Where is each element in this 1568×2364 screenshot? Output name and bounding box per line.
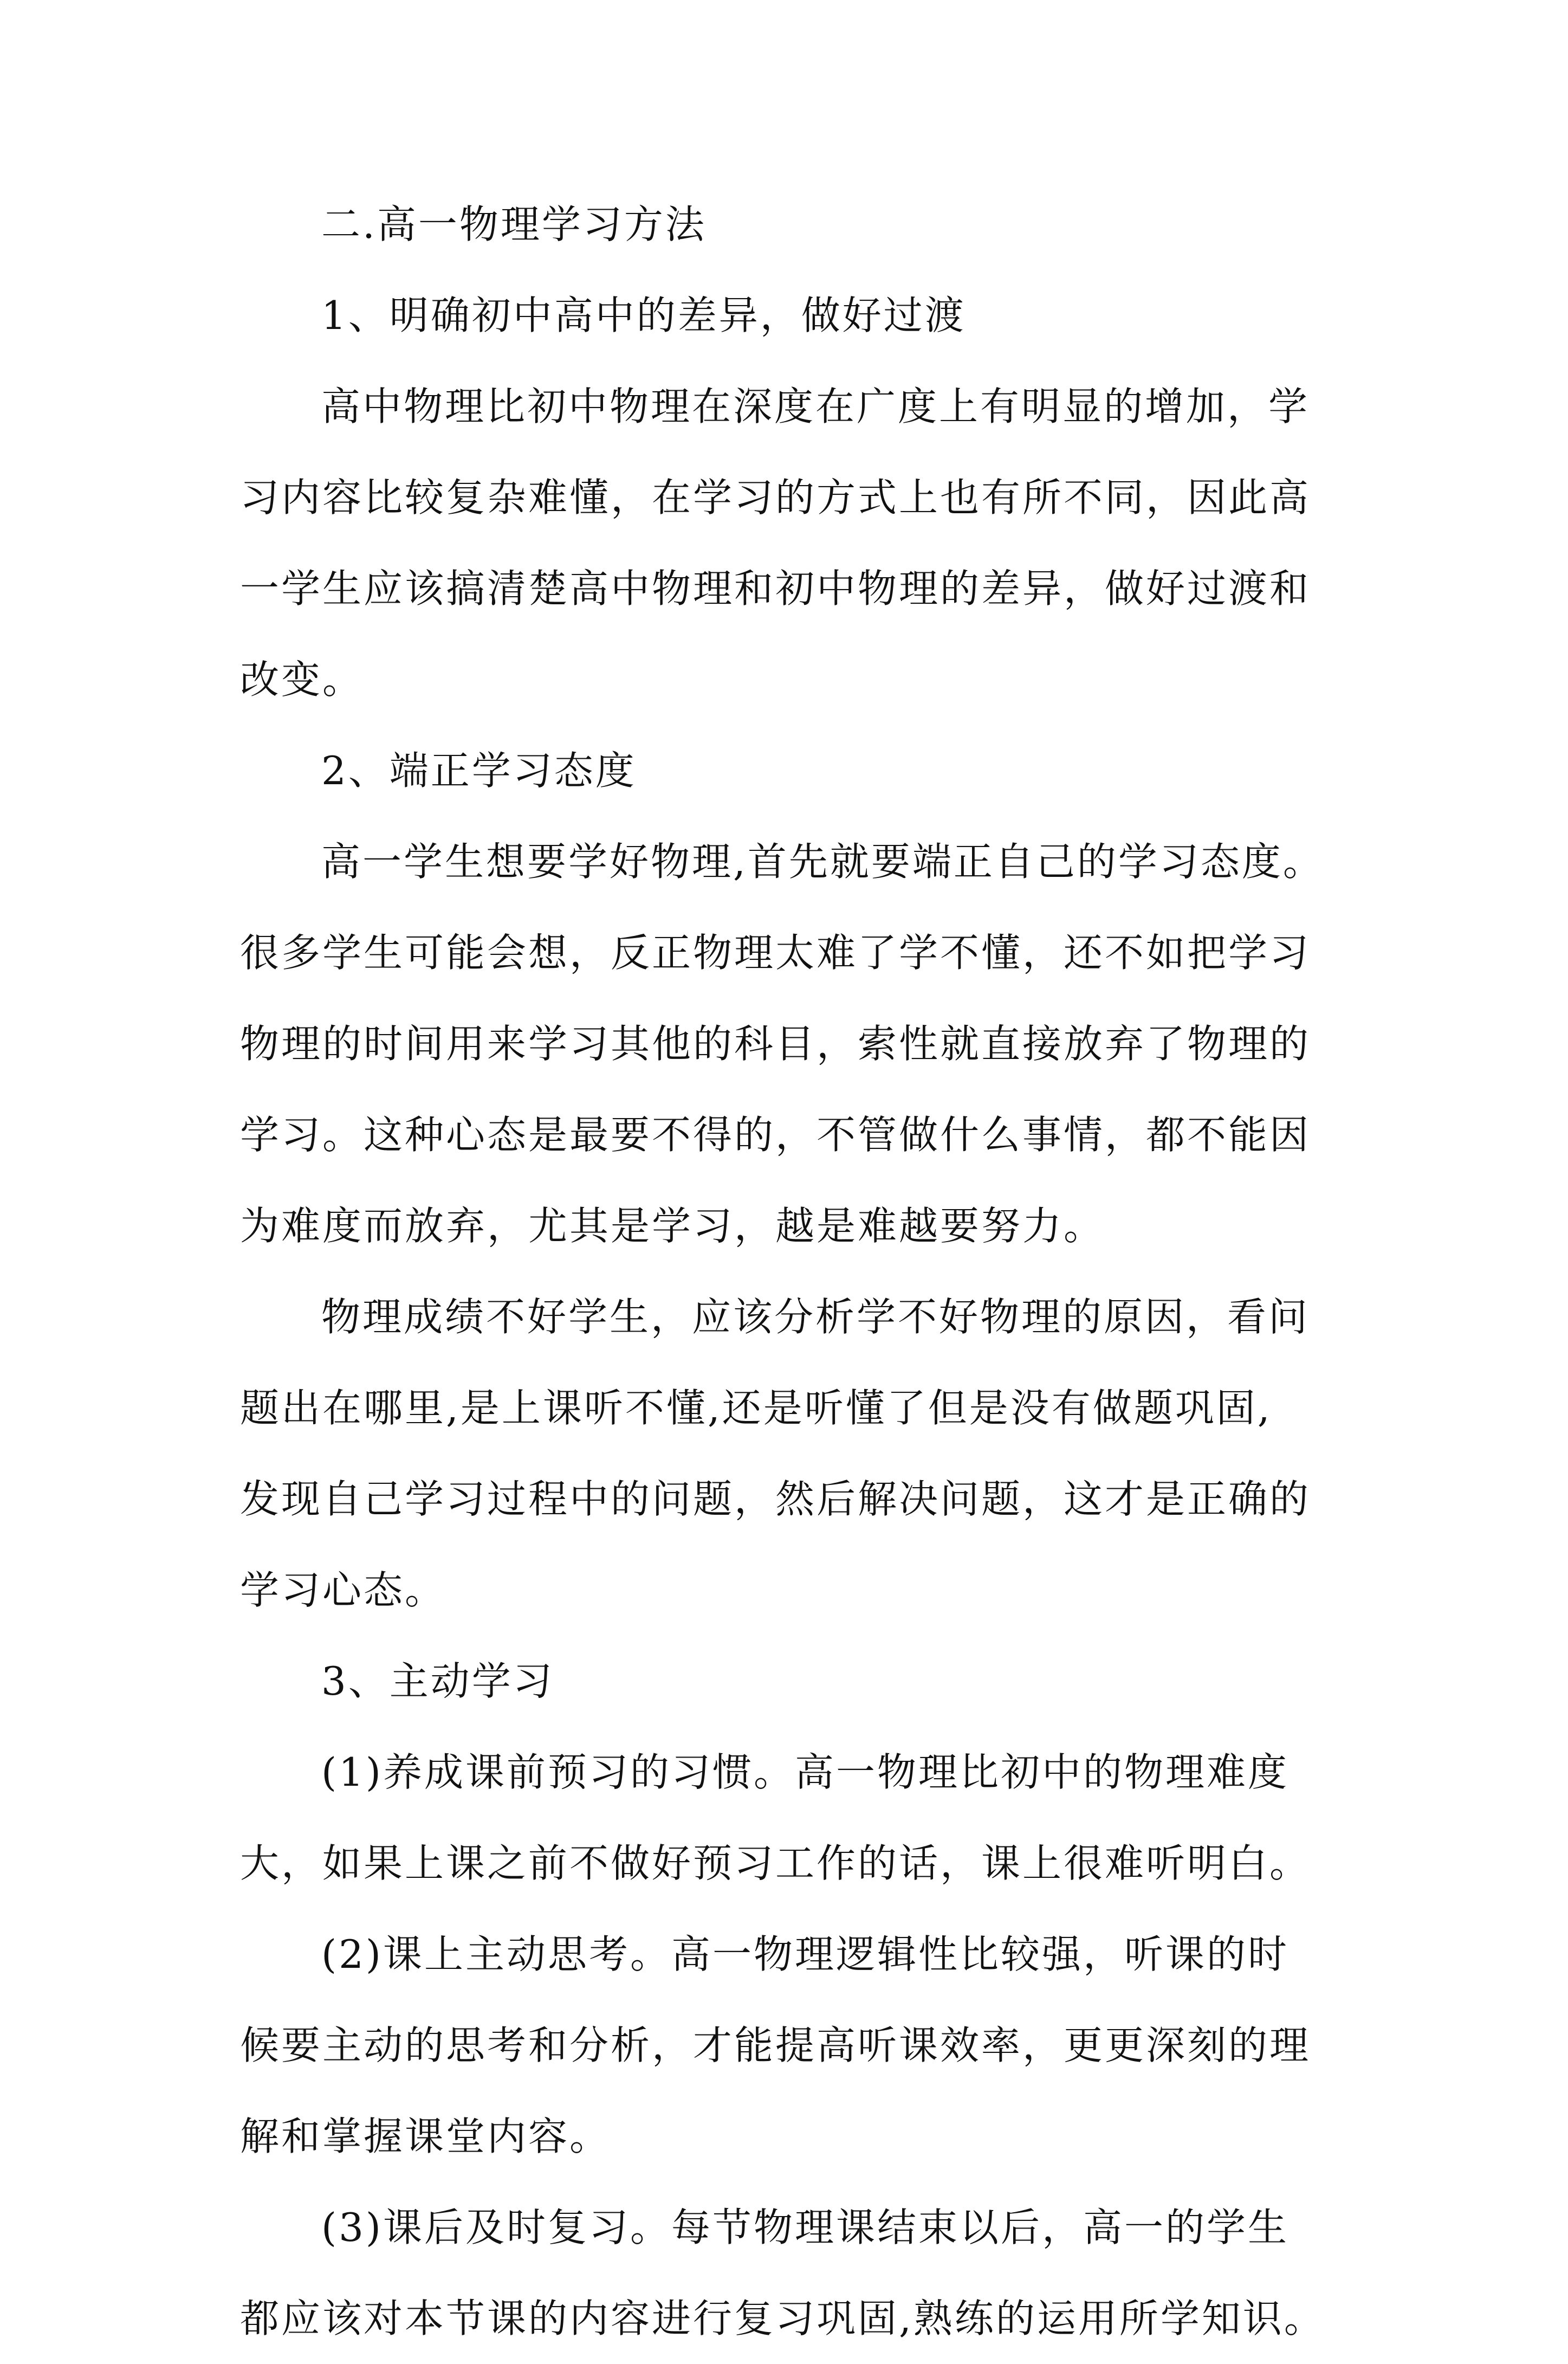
paragraph-line: 习内容比较复杂难懂，在学习的方式上也有所不同，因此高 <box>240 475 1311 520</box>
paragraph-line: 很多学生可能会想，反正物理太难了学不懂，还不如把学习 <box>240 930 1311 976</box>
list-item-line: 都应该对本节课的内容进行复习巩固,熟练的运用所学知识。 <box>240 2296 1325 2341</box>
paragraph-line: 高中物理比初中物理在深度在广度上有明显的增加，学 <box>321 384 1310 429</box>
paragraph-line: 物理成绩不好学生，应该分析学不好物理的原因，看问 <box>321 1294 1310 1340</box>
paragraph-line: 发现自己学习过程中的问题，然后解决问题，这才是正确的 <box>240 1476 1311 1522</box>
paragraph-line: 学习。这种心态是最要不得的，不管做什么事情，都不能因 <box>240 1112 1311 1158</box>
subheading-2: 2、端正学习态度 <box>321 748 637 793</box>
paragraph-line: 一学生应该搞清楚高中物理和初中物理的差异，做好过渡和 <box>240 566 1311 611</box>
paragraph-line: 改变。 <box>240 657 364 702</box>
paragraph-line: 学习心态。 <box>240 1567 446 1613</box>
paragraph-line: 题出在哪里,是上课听不懂,还是听懂了但是没有做题巩固, <box>240 1385 1272 1431</box>
list-item-line: (2)课上主动思考。高一物理逻辑性比较强，听课的时 <box>321 1932 1289 1977</box>
section-heading: 二.高一物理学习方法 <box>321 202 707 247</box>
list-item-line: 大，如果上课之前不做好预习工作的话，课上很难听明白。 <box>240 1840 1311 1886</box>
paragraph-line: 为难度而放弃，尤其是学习，越是难越要努力。 <box>240 1203 1105 1249</box>
document-body <box>240 179 1334 2364</box>
paragraph-line: 高一学生想要学好物理,首先就要端正自己的学习态度。 <box>321 839 1324 884</box>
list-item-line: (1)养成课前预习的习惯。高一物理比初中的物理难度 <box>321 1749 1289 1795</box>
list-item-line: (3)课后及时复习。每节物理课结束以后，高一的学生 <box>321 2205 1289 2250</box>
subheading-3: 3、主动学习 <box>321 1658 554 1704</box>
list-item-line: 候要主动的思考和分析，才能提高听课效率，更更深刻的理 <box>240 2023 1311 2068</box>
subheading-1: 1、明确初中高中的差异，做好过渡 <box>321 293 966 338</box>
paragraph-line: 物理的时间用来学习其他的科目，索性就直接放弃了物理的 <box>240 1021 1311 1067</box>
list-item-line: 解和掌握课堂内容。 <box>240 2114 611 2159</box>
